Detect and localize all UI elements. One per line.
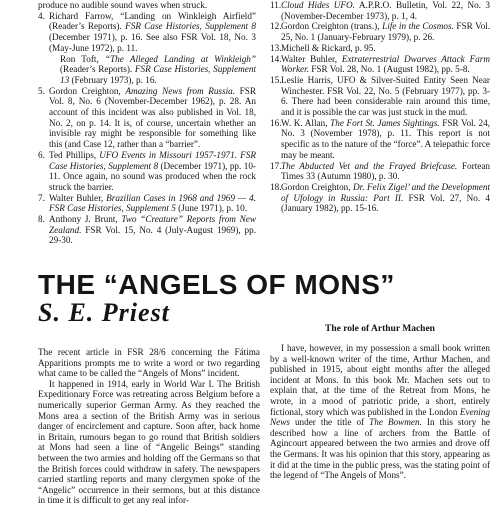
article-paragraph: I have, however, in my possession a small book written by a well-known writer of the time, Arthur Machen, and published in 1915, about eight months after the alleged incident at Mons. In this book Mr. Machen sets out to explain that, at the time of the Retreat from Mons, he wrote, in a mood of patriotic pride, a short, entirely fictional, story which was published in the London Evening News under the title of The Bowmen. In this story he described how a line of archers from the Battle of Agincourt appeared between the two armies and drove off the Germans. It was his opinion that this story, appearing as it did at the time in the public press, was the stating point of the legend of “The Angels of Mons”. [270,343,490,481]
reference-number: 5. [38,85,45,96]
reference-number: 4. [38,10,45,21]
reference-item [270,161,490,182]
reference-item [270,54,490,75]
reference-text: Ted Phillips, UFO Events in Missouri 1957-1971. FSR Case Histories, Supplement 8 (December 1971), pp. 10-11. Once again, no sound was produced when the rock struck the barrier. [49,149,256,192]
reference-number: 6. [38,149,45,160]
reference-number: 7. [38,192,45,203]
article-body-right [270,343,490,481]
reference-number: 17. [270,160,282,171]
reference-item [270,21,490,42]
reference-text: Walter Buhler, Extraterrestrial Dwarves Attack Farm Worker. FSR Vol. 28, No. 1 (August 1982), pp. 5-8. [281,53,490,75]
reference-text: Leslie Harris, UFO & Silver-Suited Entity Seen Near Winchester. FSR Vol. 22, No. 5 (February 1977), pp. 3-6. There had been considerable rain around this time, and it is possible the car was just stuck in the mud. [281,74,490,118]
reference-text: Richard Farrow, “Landing on Winkleigh Airfield” (Reader’s Reports). FSR Case Histories, Supplement 8 (December 1971), p. 16. See also FSR Vol. 18, No. 3 (May-June 1972), p. 11. [49,10,256,53]
article-body-left [38,347,260,506]
article-title: THE “ANGELS OF MONS” [38,269,395,300]
reference-item [38,0,256,11]
reference-text: Cloud Hides UFO. A.P.R.O. Bulletin, Vol. 22, No. 3 (November-December 1973), p. 1, 4. [281,0,491,21]
article-paragraph: The recent article in FSR 28/6 concerning the Fátima Apparitions prompts me to write a word or two regarding what came to be called the “Angels of Mons” incident. [38,347,260,379]
references-left-column [38,0,256,246]
reference-number: 15. [270,74,282,85]
reference-text: Walter Buhler, Brazilian Cases in 1968 and 1969 — 4. FSR Case Histories, Supplement 5 (June 1971), p. 10. [49,192,256,214]
reference-item [38,214,256,246]
article-paragraph: It happened in 1914, early in World War I. The British Expeditionary Force was retreating across Belgium before a numerically superior German Army. As they reached the Mons area a section of the British Army was in serious danger of encirclement and capture. Soon after, back home in Britain, rumours began to go round that British soldiers at Mons had seen a line of “Angelic Beings” standing between the two armies and holding off the Germans so that the British forces could withdraw in safety. The newspapers carried startling reports and many clergymen spoke of the “Angelic” occurrence in their sermons, but at this distance in time it is difficult to get any real infor- [38,378,260,506]
reference-text: Michell & Rickard, p. 95. [281,42,376,53]
reference-subentry: Ron Toft, “The Alleged Landing at Winkleigh” (Reader’s Reports). FSR Case Histories, Supplement 13 (February 1973), p. 16. [60,53,257,85]
reference-item [270,0,490,21]
reference-item [38,11,256,86]
reference-text: The Abducted Vet and the Frayed Briefcase. Fortean Times 33 (Autumn 1980), p. 30. [281,160,490,182]
reference-number: 12. [270,21,282,32]
reference-item [38,150,256,193]
reference-number: 18. [270,181,282,192]
reference-number: 11. [270,0,282,10]
reference-item [270,118,490,161]
reference-number: 14. [270,53,282,64]
reference-item [270,43,490,54]
reference-item [38,193,256,214]
references-right-column [270,0,490,214]
reference-number: 8. [38,214,45,225]
reference-item [270,182,490,214]
reference-number: 16. [270,117,282,128]
reference-item [38,86,256,150]
reference-text: Gordon Creighton, Amazing News from Russia. FSR Vol. 8, No. 6 (November-December 1962), p. 28. An account of this incident was also published in Vol. 18, No. 2, on p. 14. It is, of course, uncertain whether an invisible ray might be responsible for something like this (and Case 12, rather than a “barrier”. [49,85,256,150]
reference-text: Anthony J. Brunt, Two “Creature” Reports from New Zealand. FSR Vol. 15, No. 4 (July-August 1969), pp. 29-30. [49,214,256,246]
reference-number: 13. [270,42,282,53]
section-heading: The role of Arthur Machen [325,324,435,334]
reference-text: produce no audible sound waves when struck. [38,0,208,10]
reference-text: Gordon Creighton, Dr. Felix Zigel’ and the Development of Ufology in Russia: Part II. FSR Vol. 27, No. 4 (January 1982), pp. 15-16. [281,181,490,214]
reference-text: Gordon Creighton (trans.), Life in the Cosmos. FSR Vol. 25, No. 1 (January-February 1979), p. 26. [281,21,491,43]
article-author: S. E. Priest [38,298,170,327]
reference-text: W. K. Allan, The Fort St. James Sightings. FSR Vol. 24, No. 3 (November 1978), p. 11. This report is not specific as to the nature of the “force”. A telepathic force may be meant. [281,117,490,160]
reference-item [270,75,490,118]
reference-list-left [38,0,256,246]
reference-list-right [270,0,490,214]
